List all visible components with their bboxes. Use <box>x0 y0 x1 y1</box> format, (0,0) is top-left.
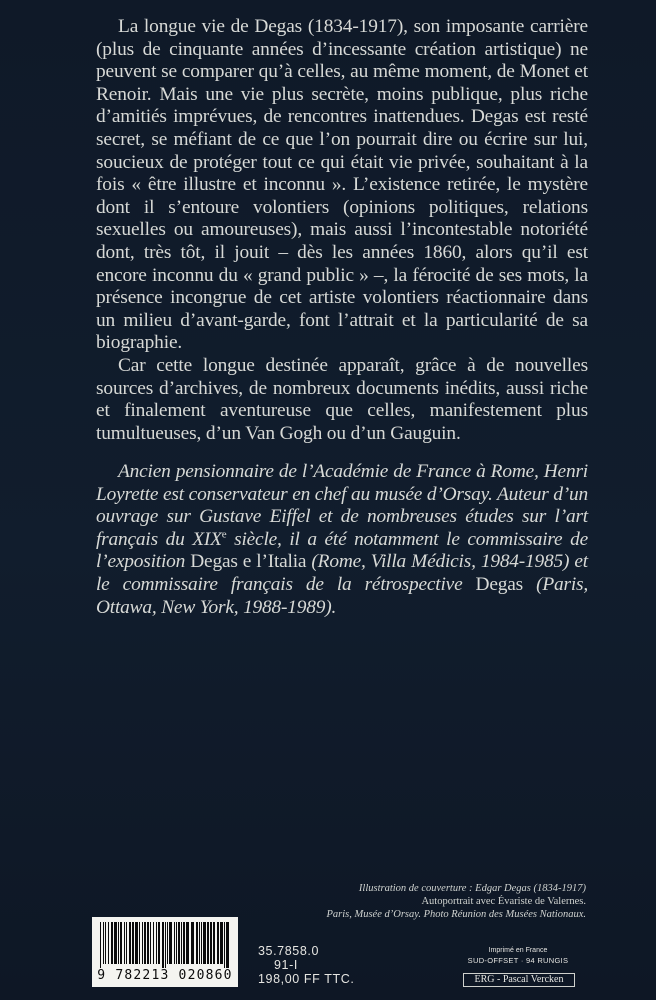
designer-credit: ERG - Pascal Vercken <box>463 973 575 987</box>
catalog-codes <box>258 944 354 986</box>
credit-line-2: Autoportrait avec Évariste de Valernes. <box>421 896 586 907</box>
author-bio-paragraph <box>96 461 588 619</box>
bio-superscript: e <box>221 528 227 541</box>
printer-name: SUD-OFFSET · 94 RUNGIS <box>467 956 569 965</box>
isbn-barcode <box>92 917 238 987</box>
bio-text-1: Ancien pensionnaire de l’Académie de France à Rome, Henri Loyrette est conservateur en chef au musée d’Orsay. Auteur d’un ouvrage sur Gustave Eiffel et de nombreuses études sur l’art français du XIX <box>96 461 588 550</box>
bio-exhibition-title-1: Degas e l’Italia <box>190 551 307 573</box>
blurb-paragraph-1: La longue vie de Degas (1834-1917), son imposante carrière (plus de cinquante années d’incessante création artistique) ne peuvent se comparer qu’à celles, au même moment, de Monet et Renoir. Mais une vie plus secrète, moins publique, plus riche d’amitiés imprévues, de rencontres inattendues. Degas est resté secret, se méfiant de ce que l’on pourrait dire ou écrire sur lui, soucieux de protéger tout ce qui était vie privée, souhaitant à la fois « être illustre et inconnu ». L’existence retirée, le mystère dont il s’entoure volontiers (opinions politiques, relations sexuelles ou amoureuses), mais aussi l’incontestable notoriété dont, très tôt, il jouit – dès les années 1860, alors qu’il est encore inconnu du « grand public » –, la férocité de ses mots, la présence incongrue de cet artiste volontiers réactionnaire dans un milieu d’avant-garde, font l’attrait et la particularité de sa biographie. <box>96 16 588 354</box>
barcode-number: 9 782213 020860 <box>97 968 233 983</box>
bio-text-2: siècle, il a été notamment le commissaire de l’exposition <box>96 528 589 573</box>
bio-text-4: (Paris, Ottawa, New York, 1988-1989). <box>96 573 589 618</box>
cover-credit <box>286 882 586 921</box>
blurb-paragraph-2: Car cette longue destinée apparaît, grâce à de nouvelles sources d’archives, de nombreux documents inédits, aussi riche et finalement aventureuse que celles, manifestement plus tumultueuses, d’un Van Gogh ou d’un Gauguin. <box>96 354 588 444</box>
author-bio <box>96 461 588 619</box>
barcode-bars-icon <box>98 922 232 968</box>
catalog-code: 35.7858.0 <box>258 944 320 958</box>
printed-in: Imprimé en France <box>488 947 548 954</box>
catalog-code-2: 91-I <box>274 958 298 972</box>
credit-line-3: Paris, Musée d’Orsay. Photo Réunion des Musées Nationaux. <box>326 909 586 920</box>
bio-exhibition-title-2: Degas <box>475 573 524 595</box>
credit-line-1: Illustration de couverture : Edgar Degas (1834-1917) <box>358 883 586 894</box>
bio-text-3: (Rome, Villa Médicis, 1984-1985) et le commissaire français de la rétrospective <box>96 551 588 595</box>
book-blurb <box>96 16 588 445</box>
price: 198,00 FF TTC. <box>258 972 355 986</box>
printer-info <box>456 946 580 966</box>
